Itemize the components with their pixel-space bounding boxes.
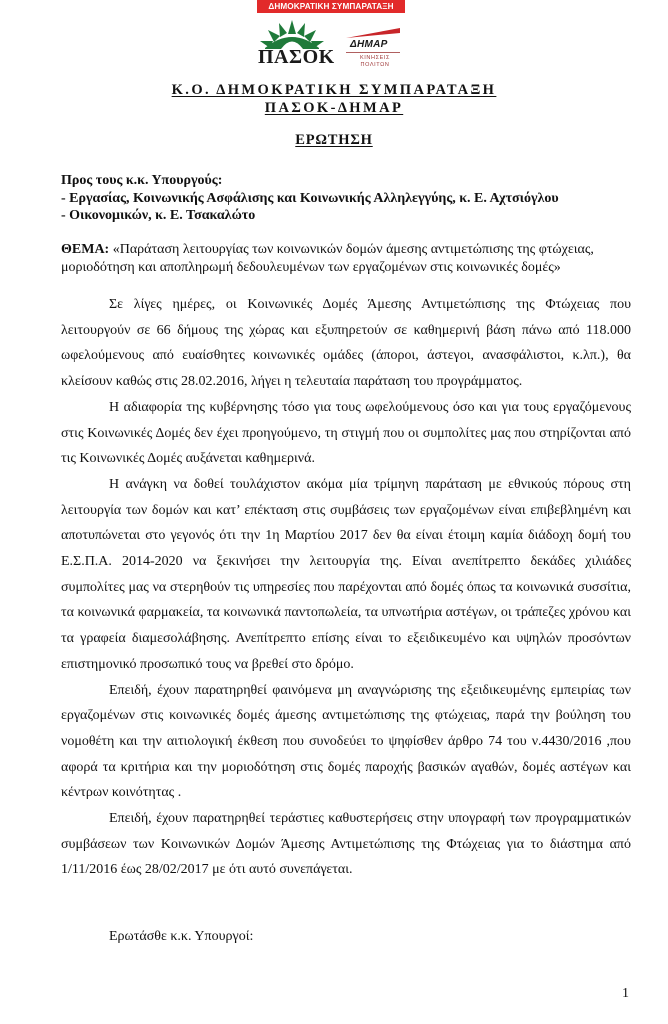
subject-block: [61, 241, 641, 276]
dimar-divider: [346, 52, 400, 53]
org-title-line-2: ΠΑΣΟΚ-ΔΗΜΑΡ: [264, 100, 404, 116]
dimar-subtitle-line-2: ΠΟΛΙΤΩΝ: [360, 61, 390, 68]
logo-banner: ΔΗΜΟΚΡΑΤΙΚΗ ΣΥΜΠΑΡΑΤΑΞΗ: [257, 0, 405, 13]
recipient-item: - Οικονομικών, κ. Ε. Τσακαλώτο: [61, 208, 256, 223]
recipients-heading: Προς τους κ.κ. Υπουργούς:: [61, 173, 223, 188]
dimar-subtitle-line-1: ΚΙΝΗΣΕΙΣ: [360, 55, 390, 61]
body-paragraph: Επειδή, έχουν παρατηρηθεί τεράστιες καθυστερήσεις στην υπογραφή των προγραμματικών συμβάσεων των Κοινωνικών Δομών Άμεσης Αντιμετώπισης της Φτώχειας για το διάστημα από 1/11/2016 έως 28/02/2017 με ότι αυτό συνεπάγεται.: [61, 811, 631, 878]
party-logo: [257, 0, 405, 74]
body-paragraph: Η ανάγκη να δοθεί τουλάχιστον ακόμα μία τρίμηνη παράταση με εθνικούς πόρους στη λειτουργία των δομών και κατ’ επέκταση στις συμβάσεις των εργαζομένων είναι επιβεβλημένη και αποτυπώνεται στο γεγονός ότι την 1η Μαρτίου 2017 δεν θα είναι έτοιμη καμία διάδοχη δομή του Ε.Σ.Π.Α. 2014-2020 να ξεκινήσει την λειτουργία της. Είναι ανεπίτρεπτο δεκάδες χιλιάδες συμπολίτες μας να στερηθούν τις υπηρεσίες που παρέχονται από δομές όπως τα κοινωνικά συσσίτια, τα κοινωνικά φαρμακεία, τα κοινωνικά παντοπωλεία, τα υπνωτήρια αστέγων, οι τράπεζες χρόνου και τα γραφεία διαμεσολάβησης. Ανεπίτρεπτο επίσης είναι το εξειδικευμένο και υψηλών προσόντων επιστημονικό προσωπικό τους να βρεθεί στο δρόμο.: [61, 476, 631, 672]
closing-line: Ερωτάσθε κ.κ. Υπουργοί:: [109, 929, 254, 944]
document-body: [61, 292, 631, 883]
recipient-item: - Εργασίας, Κοινωνικής Ασφάλισης και Κοινωνικής Αλληλεγγύης, κ. Ε. Αχτσιόγλου: [61, 190, 559, 206]
doc-type-label: ΕΡΩΤΗΣΗ: [295, 132, 373, 148]
body-paragraph: Η αδιαφορία της κυβέρνησης τόσο για τους ωφελούμενους όσο και για τους εργαζόμενους στις Κοινωνικές Δομές δεν έχει προηγούμενο, τη στιγμή που οι συμπολίτες μας που στηρίζονται από τις Κοινωνικές Δομές αυξάνεται καθημερινά.: [61, 399, 631, 467]
organization-title: [0, 81, 668, 117]
subject-label: ΘΕΜΑ:: [61, 242, 110, 257]
dimar-subtitle: [355, 55, 395, 68]
org-title-line-1: Κ.Ο. ΔΗΜΟΚΡΑΤΙΚΗ ΣΥΜΠΑΡΑΤΑΞΗ: [171, 82, 497, 98]
subject-text: «Παράταση λειτουργίας των κοινωνικών δομών άμεσης αντιμετώπισης της φτώχειας, μοριοδότηση και αποπληρωμή δεδουλευμένων των εργαζομένων στις κοινωνικές δομές»: [61, 242, 594, 275]
pasok-wordmark: ΠΑΣΟΚ: [258, 46, 335, 68]
document-type-title: [0, 131, 668, 149]
dimar-logo: [342, 26, 402, 74]
recipients-block: [61, 172, 641, 225]
body-paragraph: Επειδή, έχουν παρατηρηθεί φαινόμενα μη αναγνώρισης της εξειδικευμένης εμπειρίας των εργαζομένων στις κοινωνικές δομές άμεσης αντιμετώπισης της φτώχειας, παρά την βούληση του νομοθέτη και την αιτιολογική έκθεση που συνοδεύει το ψηφίσθεν άρθρο 74 του ν.4430/2016 ,που αφορά τα κριτήρια και την μοριοδότηση στις δομές παροχής βασικών αγαθών, δομές αστέγων και κέντρων κοινότητας .: [61, 682, 631, 801]
body-paragraph: Σε λίγες ημέρες, οι Κοινωνικές Δομές Άμεσης Αντιμετώπισης της Φτώχειας που λειτουργούν σε 66 δήμους της χώρας και εξυπηρετούν σε καθημερινή βάση πάνω από 118.000 ωφελούμενους από ευαίσθητες κοινωνικές ομάδες (άποροι, άστεγοι, ανασφάλιστοι, κ.λπ.), θα κλείσουν καθώς στις 28.02.2016, λήγει η τελευταία παράταση του προγράμματος.: [61, 297, 631, 390]
page-number: 1: [622, 986, 629, 1001]
dimar-wordmark: ΔΗΜΑΡ: [350, 39, 388, 50]
